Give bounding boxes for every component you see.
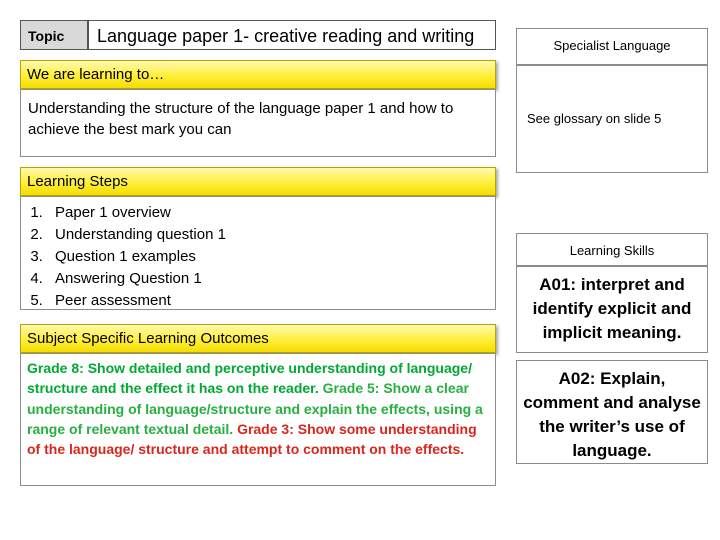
learning-to-heading: We are learning to… bbox=[20, 60, 496, 89]
learning-steps-list bbox=[20, 196, 496, 310]
outcomes-heading: Subject Specific Learning Outcomes bbox=[20, 324, 496, 353]
outcomes-text bbox=[20, 353, 496, 486]
grade-5-outcome: Grade 5: Show a clear understanding of language/structure and explain the effects, using a range of relevant textual detail. bbox=[27, 380, 483, 437]
list-item: 5. Peer assessment bbox=[47, 290, 495, 312]
topic-title: Language paper 1- creative reading and writing bbox=[88, 20, 496, 50]
learning-steps-heading: Learning Steps bbox=[20, 167, 496, 196]
grade-8-outcome: Grade 8: Show detailed and perceptive understanding of language/ structure and the effect it has on the reader. bbox=[27, 360, 472, 397]
list-item: 3. Question 1 examples bbox=[47, 246, 495, 268]
list-item: 4. Answering Question 1 bbox=[47, 268, 495, 290]
list-item: 2. Understanding question 1 bbox=[47, 224, 495, 246]
learning-to-text: Understanding the structure of the language paper 1 and how to achieve the best mark you can bbox=[20, 89, 496, 157]
specialist-language-heading: Specialist Language bbox=[516, 28, 708, 65]
grade-3-outcome: Grade 3: Show some understanding of the language/ structure and attempt to comment on the effects. bbox=[27, 420, 477, 458]
topic-label: Topic bbox=[20, 20, 88, 50]
specialist-language-text: See glossary on slide 5 bbox=[516, 65, 708, 173]
learning-skills-heading: Learning Skills bbox=[516, 233, 708, 266]
ao2-skill: A02: Explain, comment and analyse the writer’s use of language. bbox=[516, 360, 708, 464]
list-item: 1. Paper 1 overview bbox=[47, 202, 495, 224]
ao1-skill: A01: interpret and identify explicit and implicit meaning. bbox=[516, 266, 708, 353]
